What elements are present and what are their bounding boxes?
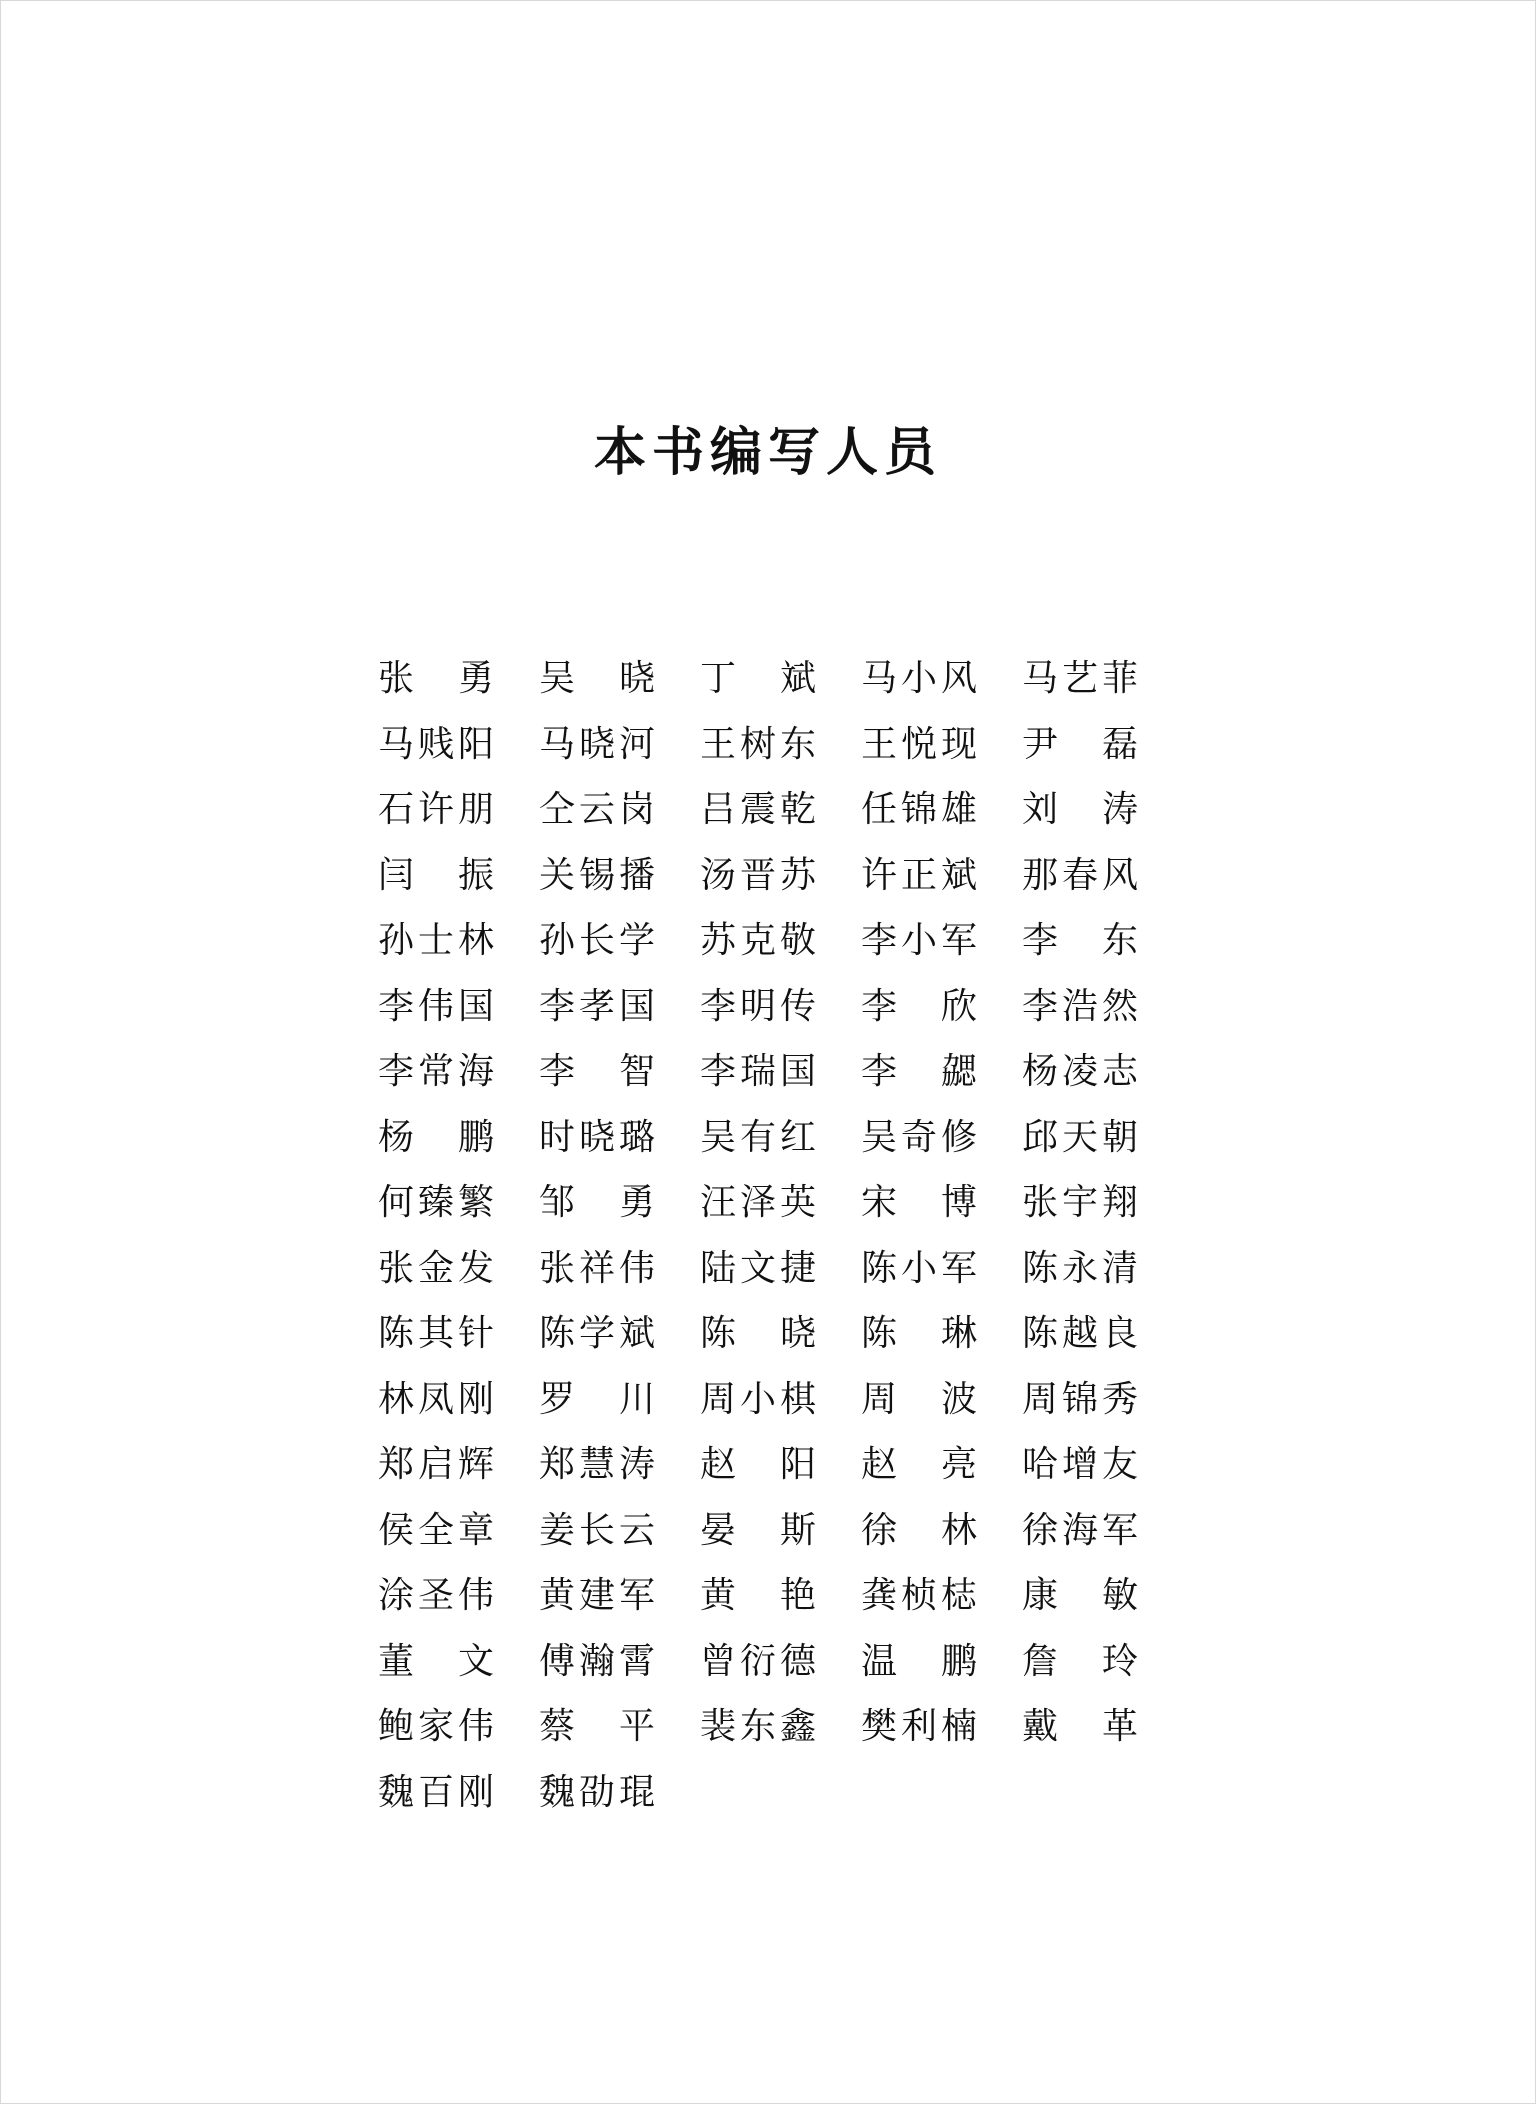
author-name: 李 智 bbox=[539, 1051, 655, 1092]
author-name: 周锦秀 bbox=[1022, 1378, 1138, 1420]
author-name: 杨 鹏 bbox=[378, 1116, 494, 1158]
author-name-list bbox=[378, 646, 1138, 1825]
author-name: 陈越良 bbox=[1022, 1313, 1138, 1354]
author-name: 董 文 bbox=[378, 1640, 494, 1682]
author-name: 樊利楠 bbox=[861, 1706, 977, 1747]
author-name: 张祥伟 bbox=[539, 1247, 655, 1289]
author-name: 李明传 bbox=[700, 985, 816, 1027]
author-name: 刘 涛 bbox=[1022, 789, 1138, 830]
author-name: 魏百刚 bbox=[378, 1771, 494, 1813]
author-name: 蔡 平 bbox=[539, 1706, 655, 1747]
author-name: 赵 亮 bbox=[861, 1444, 977, 1485]
author-name: 戴 革 bbox=[1022, 1706, 1138, 1747]
author-name: 马贱阳 bbox=[378, 723, 494, 765]
author-name: 李小军 bbox=[861, 920, 977, 961]
author-name: 康 敏 bbox=[1022, 1575, 1138, 1616]
author-name: 李 欣 bbox=[861, 985, 977, 1027]
author-name: 仝云岗 bbox=[539, 789, 655, 830]
author-name: 陈 琳 bbox=[861, 1313, 977, 1354]
author-name: 罗 川 bbox=[539, 1378, 655, 1420]
author-name: 侯全章 bbox=[378, 1509, 494, 1551]
author-name: 孙长学 bbox=[539, 920, 655, 961]
author-name: 马小风 bbox=[861, 658, 977, 699]
author-name: 陈小军 bbox=[861, 1247, 977, 1289]
author-name: 陈 晓 bbox=[700, 1313, 816, 1354]
author-name: 邱天朝 bbox=[1022, 1116, 1138, 1158]
author-name: 李孝国 bbox=[539, 985, 655, 1027]
author-name: 吴有红 bbox=[700, 1116, 816, 1158]
author-name: 陈学斌 bbox=[539, 1313, 655, 1354]
author-name: 张 勇 bbox=[378, 658, 494, 699]
author-name: 孙士林 bbox=[378, 920, 494, 961]
author-name: 傅瀚霄 bbox=[539, 1640, 655, 1682]
author-name: 宋 博 bbox=[861, 1182, 977, 1223]
author-name: 李 勰 bbox=[861, 1051, 977, 1092]
author-name: 时晓璐 bbox=[539, 1116, 655, 1158]
author-name: 石许朋 bbox=[378, 789, 494, 830]
author-name: 李 东 bbox=[1022, 920, 1138, 961]
author-name: 徐海军 bbox=[1022, 1509, 1138, 1551]
author-name: 哈增友 bbox=[1022, 1444, 1138, 1485]
author-name: 吕震乾 bbox=[700, 789, 816, 830]
author-name: 涂圣伟 bbox=[378, 1575, 494, 1616]
author-name: 丁 斌 bbox=[700, 658, 816, 699]
author-name: 杨凌志 bbox=[1022, 1051, 1138, 1092]
author-name: 张宇翔 bbox=[1022, 1182, 1138, 1223]
author-name: 吴 晓 bbox=[539, 658, 655, 699]
author-name: 马晓河 bbox=[539, 723, 655, 765]
author-name: 许正斌 bbox=[861, 854, 977, 896]
author-name: 李浩然 bbox=[1022, 985, 1138, 1027]
author-name: 赵 阳 bbox=[700, 1444, 816, 1485]
author-name: 林凤刚 bbox=[378, 1378, 494, 1420]
author-name: 王树东 bbox=[700, 723, 816, 765]
author-name: 晏 斯 bbox=[700, 1509, 816, 1551]
author-name: 周 波 bbox=[861, 1378, 977, 1420]
author-name: 徐 林 bbox=[861, 1509, 977, 1551]
author-name: 何臻繁 bbox=[378, 1182, 494, 1223]
author-name: 关锡播 bbox=[539, 854, 655, 896]
author-name: 郑启辉 bbox=[378, 1444, 494, 1485]
author-name: 詹 玲 bbox=[1022, 1640, 1138, 1682]
author-name: 陈永清 bbox=[1022, 1247, 1138, 1289]
author-name: 李瑞国 bbox=[700, 1051, 816, 1092]
author-name: 曾衍德 bbox=[700, 1640, 816, 1682]
author-name: 鲍家伟 bbox=[378, 1706, 494, 1747]
author-name: 闫 振 bbox=[378, 854, 494, 896]
author-name: 吴奇修 bbox=[861, 1116, 977, 1158]
author-name: 温 鹏 bbox=[861, 1640, 977, 1682]
author-name: 魏劭琨 bbox=[539, 1771, 655, 1813]
author-name: 汤晋苏 bbox=[700, 854, 816, 896]
author-name: 裴东鑫 bbox=[700, 1706, 816, 1747]
author-name: 尹 磊 bbox=[1022, 723, 1138, 765]
author-name: 那春风 bbox=[1022, 854, 1138, 896]
author-name: 陆文捷 bbox=[700, 1247, 816, 1289]
author-name: 苏克敬 bbox=[700, 920, 816, 961]
author-name: 李伟国 bbox=[378, 985, 494, 1027]
page-title: 本书编写人员 bbox=[593, 423, 942, 483]
author-name: 任锦雄 bbox=[861, 789, 977, 830]
author-name: 张金发 bbox=[378, 1247, 494, 1289]
author-name: 王悦现 bbox=[861, 723, 977, 765]
author-name: 陈其针 bbox=[378, 1313, 494, 1354]
author-name: 邹 勇 bbox=[539, 1182, 655, 1223]
author-name: 马艺菲 bbox=[1022, 658, 1138, 699]
author-name: 周小棋 bbox=[700, 1378, 816, 1420]
author-name: 郑慧涛 bbox=[539, 1444, 655, 1485]
author-name: 姜长云 bbox=[539, 1509, 655, 1551]
author-name: 黄 艳 bbox=[700, 1575, 816, 1616]
author-name: 李常海 bbox=[378, 1051, 494, 1092]
author-name: 龚桢梽 bbox=[861, 1575, 977, 1616]
author-name: 汪泽英 bbox=[700, 1182, 816, 1223]
author-name: 黄建军 bbox=[539, 1575, 655, 1616]
